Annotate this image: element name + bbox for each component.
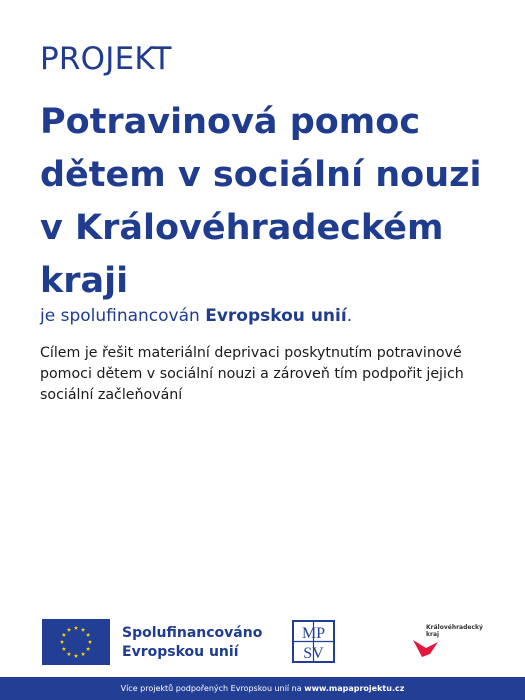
description-line: sociální začleňování [40,387,183,403]
eu-star [81,628,85,632]
eu-star [62,633,66,637]
title-line: kraji [40,261,129,301]
footer-text: Více projektů podpořených Evropskou unií na [120,684,305,693]
project-label: PROJEKT [40,41,172,77]
eu-stars-icon [42,619,110,665]
eu-cofinanced-text [122,624,262,662]
cofinanced-prefix: je spolufinancován [40,306,206,326]
kraj-emblem-icon [412,638,442,658]
eu-text-line: Spolufinancováno [122,625,263,641]
eu-star [81,652,85,656]
eu-star [86,647,90,651]
title-line: dětem v sociální nouzi [40,155,482,195]
footer-link[interactable]: www.mapaprojektu.cz [304,684,405,693]
eu-star [60,640,64,644]
eu-star [67,628,71,632]
eu-text-line: Evropskou unií [122,644,239,660]
eu-star [67,652,71,656]
eu-star [88,640,92,644]
eu-star [86,633,90,637]
mpsv-logo [292,620,335,663]
kraj-name-line: Královéhradecký [426,624,483,631]
title-line: Potravinová pomoc [40,102,421,142]
cofinanced-statement [40,306,352,326]
cofinanced-emphasis: Evropskou unií [205,306,347,326]
description-line: pomoci dětem v sociální nouzi a zároveň tím podpořit jejich [40,366,464,382]
mpsv-top-text: MP [301,625,326,642]
footer-bar [0,677,525,700]
kraj-name [426,624,483,638]
project-title [40,96,510,308]
title-line: v Královéhradeckém [40,208,444,248]
eu-flag-logo [42,619,110,665]
eu-star [62,647,66,651]
kraj-name-line: kraj [426,631,440,638]
kralovehradecky-kraj-logo [408,624,508,660]
eu-star [74,626,78,630]
eu-star [74,654,78,658]
project-description [40,343,500,406]
mpsv-bottom-text: SV [303,645,324,662]
cofinanced-suffix: . [346,306,353,326]
description-line: Cílem je řešit materiální deprivaci poskytnutím potravinové [40,345,462,361]
